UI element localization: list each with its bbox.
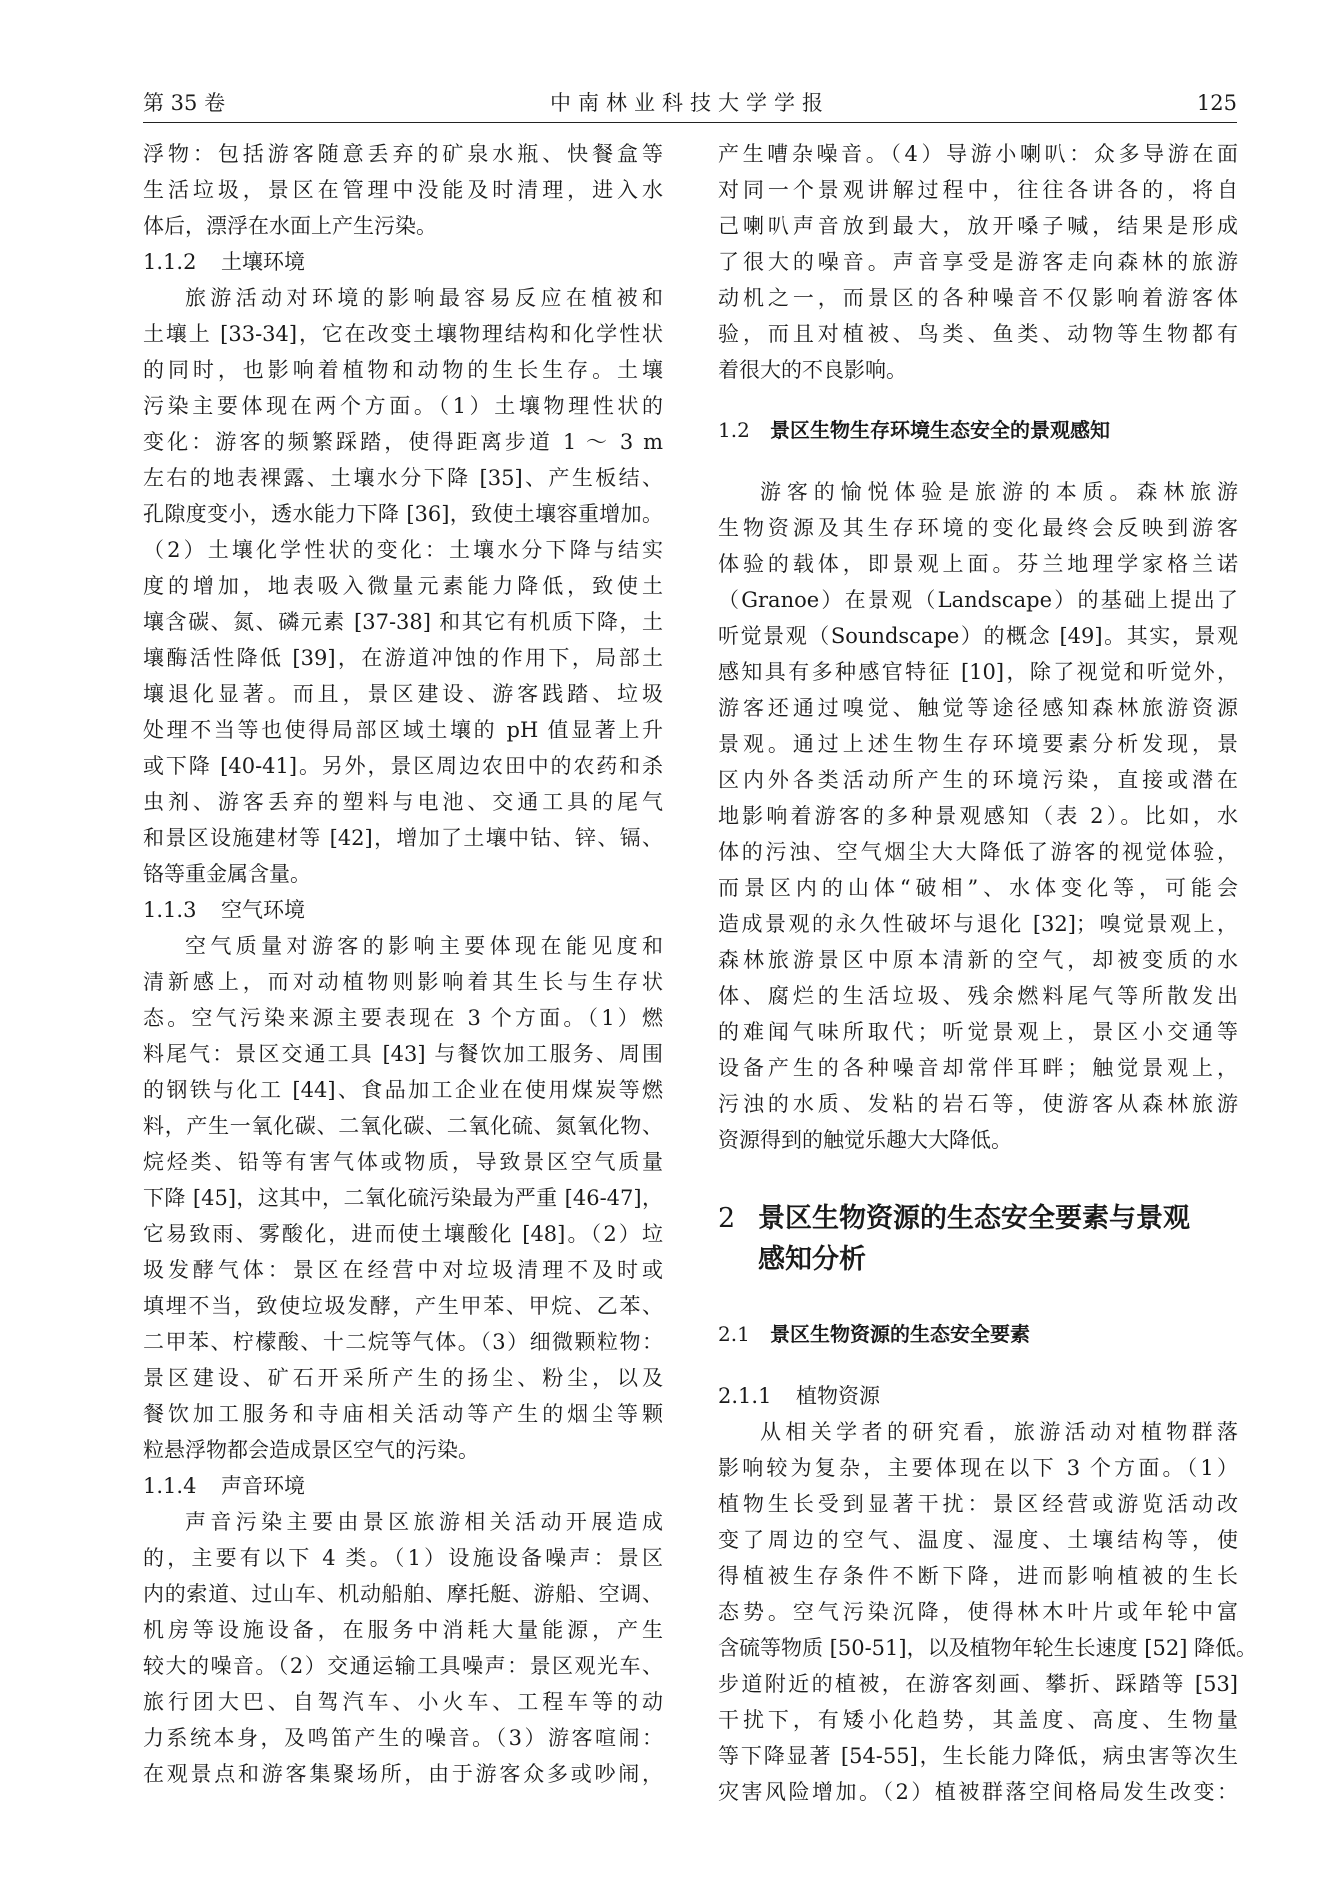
text-line: 旅游活动对环境的影响最容易反应在植被和	[185, 286, 663, 310]
volume-label: 第 35 卷	[143, 91, 226, 115]
section-title: 景区生物资源的生态安全要素	[770, 1322, 1030, 1346]
text-line: 土壤上 [33-34]，它在改变土壤物理结构和化学性状	[143, 322, 663, 346]
text-line: 填埋不当，致使垃圾发酵，产生甲苯、甲烷、乙苯、	[143, 1294, 663, 1318]
text-line: 资源得到的触觉乐趣大大降低。	[718, 1128, 1012, 1152]
text-line: 度的增加，地表吸入微量元素能力降低，致使土	[143, 574, 663, 598]
text-line: 体验的载体，即景观上面。芬兰地理学家格兰诺	[718, 552, 1238, 576]
text-line: 处理不当等也使得局部区域土壤的 pH 值显著上升	[143, 718, 663, 742]
text-line: 己喇叭声音放到最大，放开嗓子喊，结果是形成	[718, 214, 1238, 238]
chapter-title: 感知分析	[758, 1244, 866, 1275]
text-line: 得植被生存条件不断下降，进而影响植被的生长	[718, 1564, 1238, 1588]
text-line: 的钢铁与化工 [44]、食品加工企业在使用煤炭等燃	[143, 1078, 663, 1102]
text-line: 在观景点和游客集聚场所，由于游客众多或吵闹，	[143, 1762, 663, 1786]
text-line: 影响较为复杂，主要体现在以下 3 个方面。（1）	[718, 1456, 1238, 1480]
text-line: 干扰下，有矮小化趋势，其盖度、高度、生物量	[718, 1708, 1238, 1732]
text-line: 机房等设施设备，在服务中消耗大量能源，产生	[143, 1618, 663, 1642]
text-line: 和景区设施建材等 [42]，增加了土壤中钴、锌、镉、	[143, 826, 663, 850]
paragraph	[143, 928, 663, 1468]
text-line: 态。空气污染来源主要表现在 3 个方面。（1）燃	[143, 1006, 663, 1030]
text-line: 粒悬浮物都会造成景区空气的污染。	[143, 1438, 479, 1462]
text-line: 游客还通过嗅觉、触觉等途径感知森林旅游资源	[718, 696, 1238, 720]
chapter-title-line	[718, 1198, 1238, 1239]
text-line: 变了周边的空气、温度、湿度、土壤结构等，使	[718, 1528, 1238, 1552]
text-line: 的难闻气味所取代；听觉景观上，景区小交通等	[718, 1020, 1238, 1044]
text-line: 料尾气：景区交通工具 [43] 与餐饮加工服务、周围	[143, 1042, 663, 1066]
text-line: 铬等重金属含量。	[143, 862, 311, 886]
page-number: 125	[1196, 91, 1237, 115]
section-heading	[718, 412, 1238, 448]
subsection-number: 1.1.3	[143, 898, 197, 922]
text-line: 它易致雨、雾酸化，进而使土壤酸化 [48]。（2）垃	[143, 1222, 663, 1246]
chapter-title-line	[718, 1239, 1238, 1280]
text-line: 清新感上，而对动植物则影响着其生长与生存状	[143, 970, 663, 994]
text-line: 景观。通过上述生物生存环境要素分析发现，景	[718, 732, 1238, 756]
section-title: 景区生物生存环境生态安全的景观感知	[770, 418, 1110, 442]
text-line: 料，产生一氧化碳、二氧化碳、二氧化硫、氮氧化物、	[143, 1114, 663, 1138]
text-line: 着很大的不良影响。	[718, 358, 907, 382]
text-line: 孔隙度变小，透水能力下降 [36]，致使土壤容重增加。	[143, 502, 663, 526]
text-line: 景区建设、矿石开采所产生的扬尘、粉尘，以及	[143, 1366, 663, 1390]
journal-title: 中南林业科技大学学报	[550, 91, 830, 115]
chapter-number: 2	[718, 1203, 736, 1234]
subsection-title: 声音环境	[221, 1474, 305, 1498]
text-line: 圾发酵气体：景区在经营中对垃圾清理不及时或	[143, 1258, 663, 1282]
text-line: 的，主要有以下 4 类。（1）设施设备噪声：景区	[143, 1546, 663, 1570]
text-line: 了很大的噪音。声音享受是游客走向森林的旅游	[718, 250, 1238, 274]
text-line: 对同一个景观讲解过程中，往往各讲各的，将自	[718, 178, 1238, 202]
subsection-title: 植物资源	[796, 1384, 880, 1408]
text-line: 体的污浊、空气烟尘大大降低了游客的视觉体验，	[718, 840, 1238, 864]
text-line: 较大的噪音。（2）交通运输工具噪声：景区观光车、	[143, 1654, 663, 1678]
text-line: 设备产生的各种噪音却常伴耳畔；触觉景观上，	[718, 1056, 1238, 1080]
text-line: 生活垃圾，景区在管理中没能及时清理，进入水	[143, 178, 663, 202]
text-line: 态势。空气污染沉降，使得林木叶片或年轮中富	[718, 1600, 1238, 1624]
text-line: 区内外各类活动所产生的环境污染，直接或潜在	[718, 768, 1238, 792]
text-line: 感知具有多种感官特征 [10]，除了视觉和听觉外，	[718, 660, 1238, 684]
text-line: 污染主要体现在两个方面。（1）土壤物理性状的	[143, 394, 663, 418]
section-heading	[718, 1316, 1238, 1352]
text-line: 体后，漂浮在水面上产生污染。	[143, 214, 437, 238]
text-line: 力系统本身，及鸣笛产生的噪音。（3）游客喧闹：	[143, 1726, 663, 1750]
text-line: 动机之一，而景区的各种噪音不仅影响着游客体	[718, 286, 1238, 310]
text-line: 浮物：包括游客随意丢弃的矿泉水瓶、快餐盒等	[143, 142, 663, 166]
paragraph	[718, 1414, 1258, 1810]
chapter-heading	[718, 1198, 1238, 1280]
subsection-title: 土壤环境	[221, 250, 305, 274]
text-line: 变化：游客的频繁踩踏，使得距离步道 1 ～ 3 m	[143, 430, 663, 454]
text-line: 旅行团大巴、自驾汽车、小火车、工程车等的动	[143, 1690, 663, 1714]
text-line: 从相关学者的研究看，旅游活动对植物群落	[760, 1420, 1238, 1444]
text-line: 步道附近的植被，在游客刻画、攀折、踩踏等 [53]	[718, 1672, 1238, 1696]
text-line: 造成景观的永久性破坏与退化 [32]；嗅觉景观上，	[718, 912, 1238, 936]
section-number: 1.2	[718, 418, 750, 442]
text-line: 森林旅游景区中原本清新的空气，却被变质的水	[718, 948, 1238, 972]
subsection-title: 空气环境	[221, 898, 305, 922]
text-line: 烷烃类、铅等有害气体或物质，导致景区空气质量	[143, 1150, 663, 1174]
text-line: 生物资源及其生存环境的变化最终会反映到游客	[718, 516, 1238, 540]
paragraph	[143, 1504, 663, 1792]
text-line: 验，而且对植被、鸟类、鱼类、动物等生物都有	[718, 322, 1238, 346]
subsection-number: 1.1.4	[143, 1474, 197, 1498]
text-line: 或下降 [40-41]。另外，景区周边农田中的农药和杀	[143, 754, 663, 778]
text-line: 壤含碳、氮、磷元素 [37-38] 和其它有机质下降，土	[143, 610, 663, 634]
text-line: 污浊的水质、发粘的岩石等，使游客从森林旅游	[718, 1092, 1238, 1116]
text-line: 壤酶活性降低 [39]，在游道冲蚀的作用下，局部土	[143, 646, 663, 670]
right-column	[718, 136, 1258, 1804]
subsection-heading	[143, 1468, 663, 1504]
text-line: 体、腐烂的生活垃圾、残余燃料尾气等所散发出	[718, 984, 1238, 1008]
text-line: 地影响着游客的多种景观感知（表 2）。比如，水	[718, 804, 1238, 828]
text-line: 听觉景观（Soundscape）的概念 [49]。其实，景观	[718, 624, 1238, 648]
paragraph	[718, 474, 1238, 1158]
running-header	[143, 88, 1237, 118]
text-line: 灾害风险增加。（2）植被群落空间格局发生改变：	[718, 1780, 1238, 1804]
paragraph	[143, 280, 663, 892]
text-line: 壤退化显著。而且，景区建设、游客践踏、垃圾	[143, 682, 663, 706]
subsection-number: 2.1.1	[718, 1384, 772, 1408]
text-line: 声音污染主要由景区旅游相关活动开展造成	[185, 1510, 663, 1534]
subsection-heading	[143, 892, 663, 928]
text-line: 空气质量对游客的影响主要体现在能见度和	[185, 934, 663, 958]
subsection-number: 1.1.2	[143, 250, 197, 274]
text-line: 游客的愉悦体验是旅游的本质。森林旅游	[760, 480, 1238, 504]
text-line: 而景区内的山体“破相”、水体变化等，可能会	[718, 876, 1238, 900]
left-column	[143, 136, 663, 1786]
section-number: 2.1	[718, 1322, 750, 1346]
text-line: 产生嘈杂噪音。（4）导游小喇叭：众多导游在面	[718, 142, 1238, 166]
text-line: 的同时，也影响着植物和动物的生长生存。土壤	[143, 358, 663, 382]
paragraph	[718, 136, 1238, 388]
text-line: 虫剂、游客丢弃的塑料与电池、交通工具的尾气	[143, 790, 663, 814]
text-line: 植物生长受到显著干扰：景区经营或游览活动改	[718, 1492, 1238, 1516]
text-line: （2）土壤化学性状的变化：土壤水分下降与结实	[143, 538, 663, 562]
subsection-heading	[718, 1378, 1238, 1414]
paragraph	[143, 136, 663, 244]
text-line: 左右的地表裸露、土壤水分下降 [35]、产生板结、	[143, 466, 663, 490]
text-line: 餐饮加工服务和寺庙相关活动等产生的烟尘等颗	[143, 1402, 663, 1426]
text-line: 含硫等物质 [50-51]，以及植物年轮生长速度 [52] 降低。	[718, 1636, 1258, 1660]
text-line: （Granoe）在景观（Landscape）的基础上提出了	[718, 588, 1238, 612]
header-rule	[143, 122, 1237, 123]
text-line: 内的索道、过山车、机动船舶、摩托艇、游船、空调、	[143, 1582, 663, 1606]
text-line: 等下降显著 [54-55]，生长能力降低，病虫害等次生	[718, 1744, 1238, 1768]
subsection-heading	[143, 244, 663, 280]
text-line: 下降 [45]，这其中，二氧化硫污染最为严重 [46-47]，	[143, 1186, 663, 1210]
text-line: 二甲苯、柠檬酸、十二烷等气体。（3）细微颗粒物：	[143, 1330, 663, 1354]
chapter-title: 景区生物资源的生态安全要素与景观	[758, 1203, 1190, 1234]
